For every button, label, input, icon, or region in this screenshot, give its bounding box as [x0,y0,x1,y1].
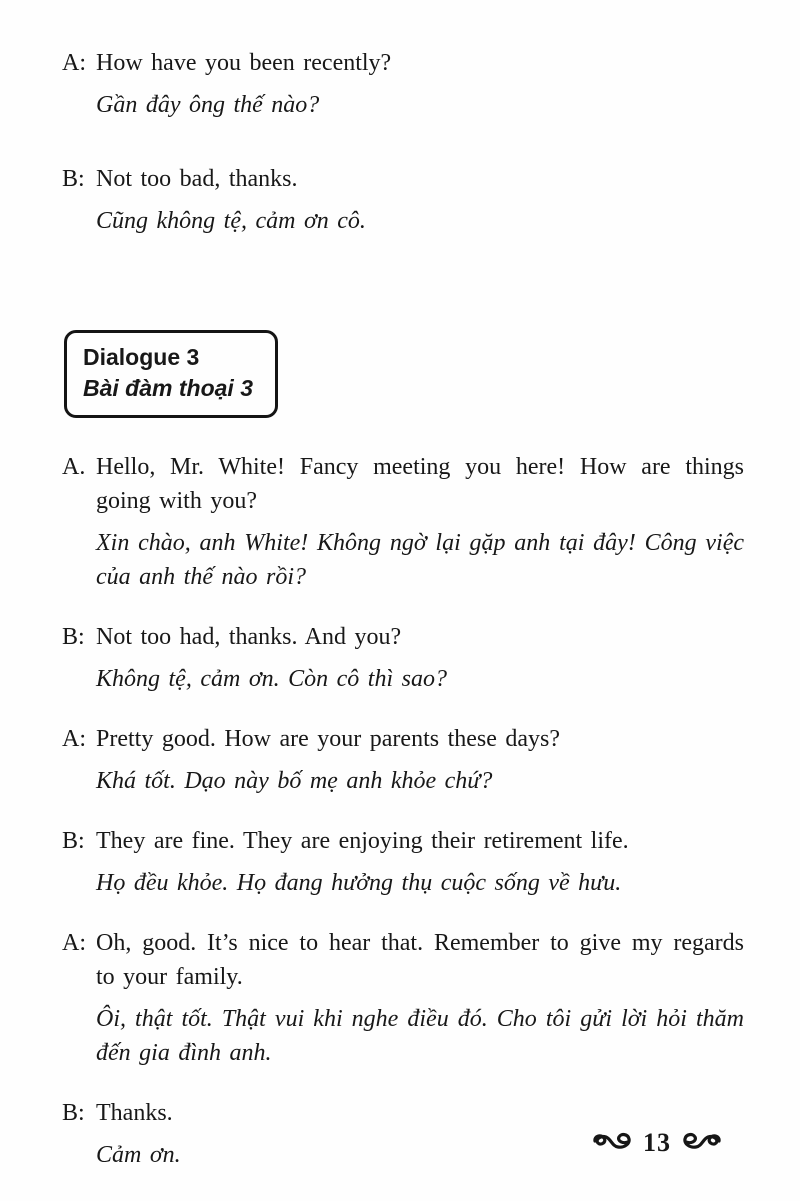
speaker-label: A: [62,930,86,956]
dialogue-header-box [64,330,278,418]
english-line [62,722,744,756]
speaker-label: B: [62,166,85,192]
english-line [62,46,744,80]
dialogue-exchange [62,450,744,594]
dialogue-exchange [62,46,744,122]
english-text: How have you been recently? [96,50,392,76]
english-line [62,1096,744,1130]
english-text: Not too bad, thanks. [96,166,298,192]
fleuron-left-icon [592,1131,634,1155]
speaker-label: B: [62,828,85,854]
vietnamese-translation: Khá tốt. Dạo này bố mẹ anh khỏe chứ? [96,768,493,794]
english-text: Hello, Mr. White! Fancy meeting you here! How are things going with you? [96,454,744,514]
english-line [62,926,744,994]
english-text: Not too had, thanks. And you? [96,624,402,650]
english-line [62,620,744,654]
speaker-label: A: [62,726,86,752]
vietnamese-translation: Cảm ơn. [96,1142,181,1168]
speaker-label: A: [62,50,86,76]
vietnamese-translation: Ôi, thật tốt. Thật vui khi nghe điều đó. Cho tôi gửi lời hỏi thăm đến gia đình anh. [96,1006,744,1066]
english-line [62,450,744,518]
dialogue-title: Dialogue 3 [83,344,200,370]
dialogue-exchange [62,926,744,1070]
vietnamese-translation: Xin chào, anh White! Không ngờ lại gặp anh tại đây! Công việc của anh thế nào rồi? [96,530,744,590]
page-number: 13 [643,1128,671,1157]
page-footer [592,1128,722,1158]
speaker-label: A. [62,454,86,480]
vietnamese-translation: Họ đều khỏe. Họ đang hưởng thụ cuộc sống về hưu. [96,870,622,896]
dialogue-subtitle: Bài đàm thoại 3 [83,375,253,401]
speaker-label: B: [62,624,85,650]
dialogue-exchange [62,162,744,238]
vietnamese-translation: Cũng không tệ, cảm ơn cô. [96,208,366,234]
dialogue-exchange [62,620,744,696]
english-text: They are fine. They are enjoying their retirement life. [96,828,629,854]
english-line [62,824,744,858]
speaker-label: B: [62,1100,85,1126]
english-text: Pretty good. How are your parents these days? [96,726,561,752]
english-line [62,162,744,196]
dialogue-exchange [62,722,744,798]
dialogue-exchange [62,824,744,900]
vietnamese-translation: Không tệ, cảm ơn. Còn cô thì sao? [96,666,447,692]
english-text: Oh, good. It’s nice to hear that. Remember to give my regards to your family. [96,930,744,990]
english-text: Thanks. [96,1100,173,1126]
fleuron-right-icon [680,1131,722,1155]
vietnamese-translation: Gần đây ông thế nào? [96,92,320,118]
